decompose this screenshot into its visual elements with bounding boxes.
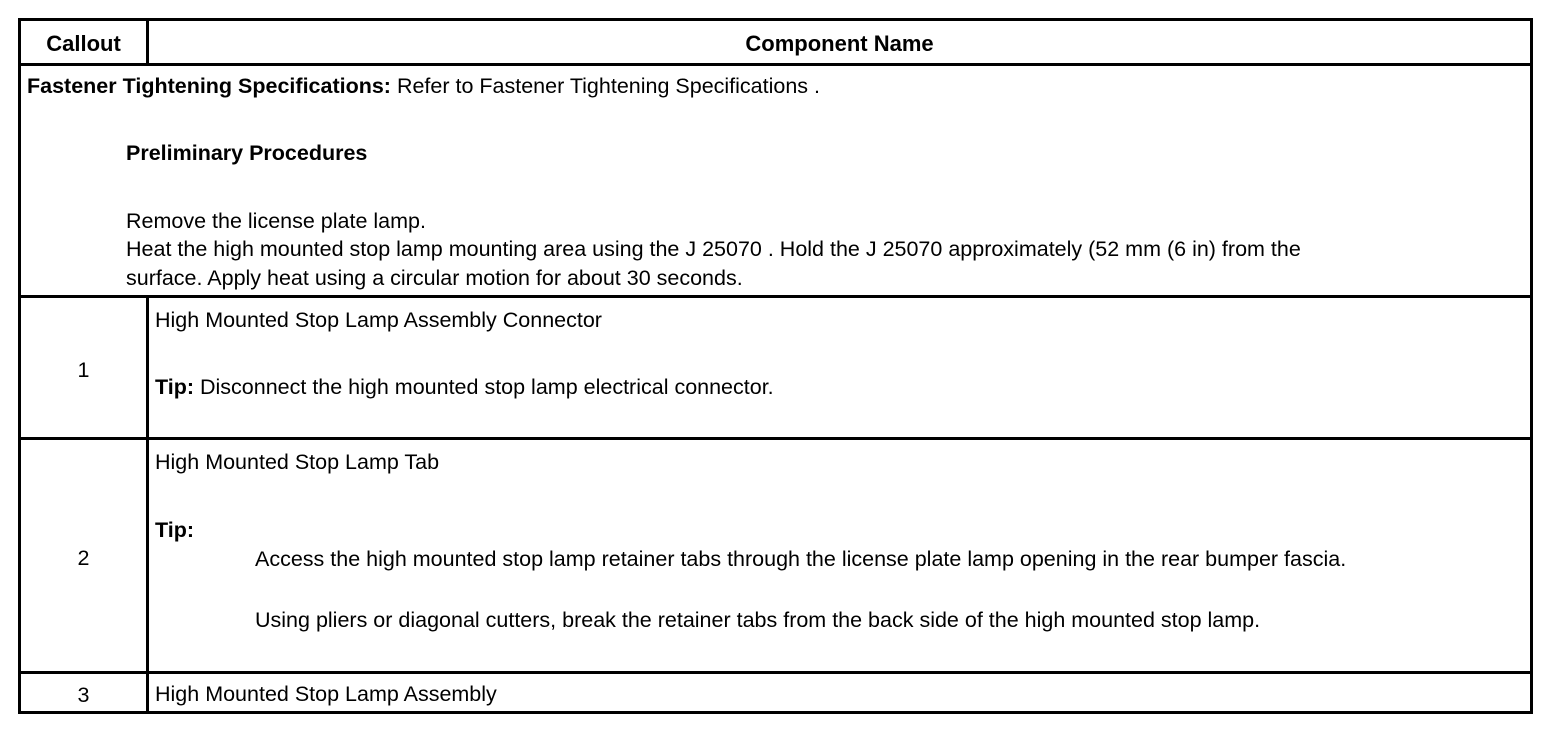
row-2-tip-1: Access the high mounted stop lamp retainer tabs through the license plate lamp opening in the rear bumper fascia. xyxy=(255,547,1347,571)
row-2-tip-label: Tip: xyxy=(155,518,195,542)
row-1-tip-text: Disconnect the high mounted stop lamp electrical connector. xyxy=(194,375,774,399)
row-2-component: High Mounted Stop Lamp Tab xyxy=(155,450,440,474)
preliminary-step-2: Heat the high mounted stop lamp mounting area using the J 25070 . Hold the J 25070 approximately (52 mm (6 in) from the xyxy=(126,237,1301,261)
component-table xyxy=(18,18,1533,714)
callout-header: Callout xyxy=(46,31,121,56)
preliminary-step-2-cont: surface. Apply heat using a circular motion for about 30 seconds. xyxy=(126,266,743,290)
callout-1: 1 xyxy=(77,358,90,382)
row-1-tip-label: Tip: xyxy=(155,375,195,399)
row-1-rule xyxy=(21,437,1530,440)
row-2-rule xyxy=(21,671,1530,674)
row-1-divider xyxy=(146,298,149,437)
preliminary-step-1: Remove the license plate lamp. xyxy=(126,209,426,233)
callout-3: 3 xyxy=(77,683,90,707)
row-2-tip-2: Using pliers or diagonal cutters, break the retainer tabs from the back side of the high mounted stop lamp. xyxy=(255,608,1261,632)
row-3-component: High Mounted Stop Lamp Assembly xyxy=(155,682,497,706)
row-2-divider xyxy=(146,440,149,671)
row-1-tip xyxy=(155,373,774,401)
row-3-divider xyxy=(146,674,149,714)
row-1-component: High Mounted Stop Lamp Assembly Connector xyxy=(155,308,602,332)
fastener-spec-label: Fastener Tightening Specifications: xyxy=(27,74,391,98)
preliminary-procedures-title: Preliminary Procedures xyxy=(126,141,368,165)
callout-2: 2 xyxy=(77,546,90,570)
component-name-header: Component Name xyxy=(745,31,934,56)
intro-rule xyxy=(21,295,1530,298)
fastener-spec-text: Refer to Fastener Tightening Specifications . xyxy=(390,74,821,98)
header-rule xyxy=(21,63,1530,66)
fastener-spec-line xyxy=(27,72,820,100)
